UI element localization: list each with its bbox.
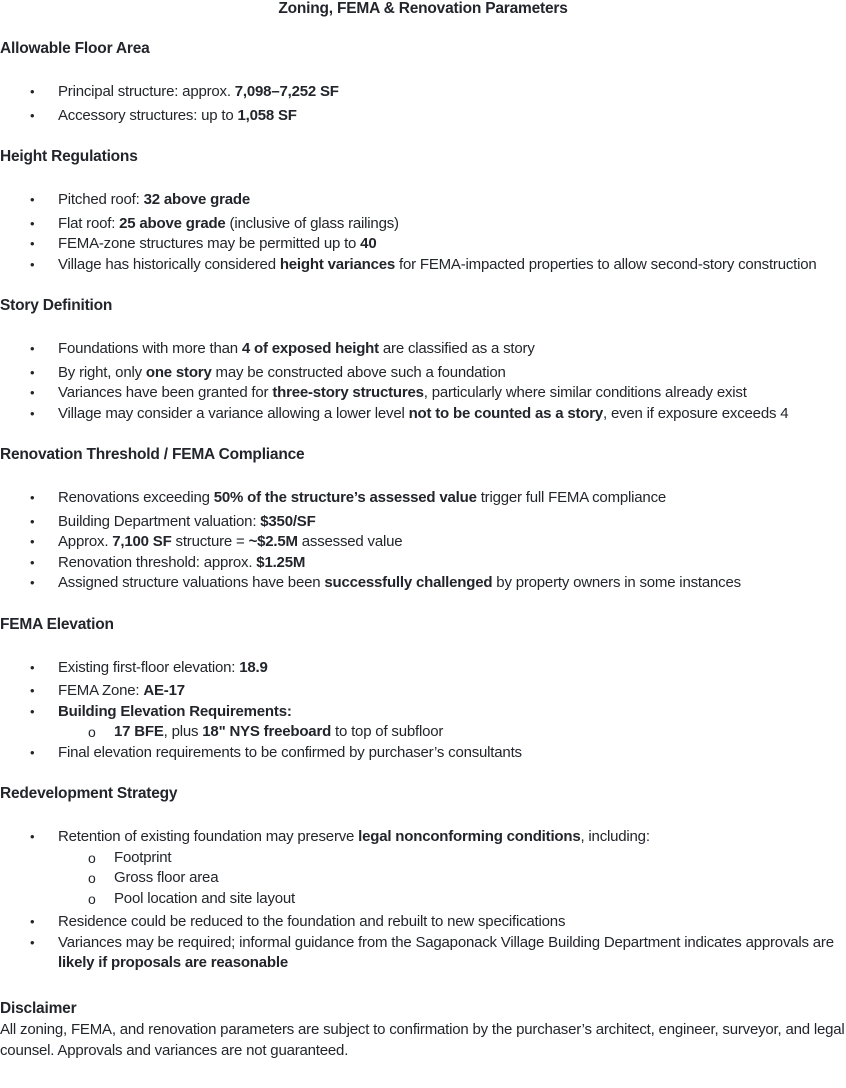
list-item [0, 532, 846, 553]
text-run: Footprint [114, 848, 172, 866]
text-run: Approx. [58, 533, 113, 550]
text-run: Variances have been granted for [58, 384, 273, 401]
bold-text-run: height variances [279, 255, 396, 273]
bullet-icon: • [30, 490, 35, 505]
sub-list-item-text [114, 869, 218, 886]
list-item [0, 553, 846, 574]
text-run: (inclusive of glass railings) [225, 214, 399, 232]
bold-text-run: $350/SF [260, 512, 316, 530]
document-section [0, 40, 846, 126]
list-item [0, 383, 846, 404]
list-item-text [58, 574, 741, 591]
list-item-text [58, 934, 834, 972]
bullet-list [0, 827, 846, 974]
text-run: to top of subfloor [331, 723, 444, 740]
bullet-list [0, 82, 846, 126]
disclaimer-text: All zoning, FEMA, and renovation parameters are subject to confirmation by the purchaser’s architect, engineer, surveyor, and legal counsel. Approvals and variances are not guaranteed. [0, 1020, 845, 1059]
circle-bullet-icon: o [88, 870, 96, 886]
sub-list-item [58, 848, 846, 869]
bullet-list [0, 339, 846, 424]
sub-bullet-list [58, 722, 846, 743]
list-item [0, 827, 846, 909]
text-run: structure = [171, 533, 249, 550]
list-item [0, 339, 846, 360]
sub-list-item [58, 868, 846, 889]
disclaimer-heading: Disclaimer [0, 999, 77, 1017]
bullet-icon: • [30, 829, 35, 844]
bullet-icon: • [30, 405, 35, 421]
document-sections [0, 40, 846, 974]
text-run: FEMA Zone: [58, 682, 144, 699]
bullet-icon: • [30, 107, 35, 123]
text-run: Assigned structure valuations have been [58, 574, 325, 591]
bold-text-run: successfully challenged [324, 574, 493, 591]
sub-list-item-text [114, 723, 443, 740]
bullet-icon: • [30, 575, 35, 590]
list-item [0, 106, 846, 127]
list-item-text [58, 235, 376, 252]
sub-list-item [58, 722, 846, 743]
circle-bullet-icon: o [88, 849, 96, 866]
text-run: by property owners in some instances [492, 574, 741, 591]
disclaimer-section [0, 1000, 846, 1061]
list-item-text [58, 913, 565, 930]
list-item-text [58, 659, 268, 676]
text-run: , including: [580, 828, 650, 845]
list-item [0, 214, 846, 235]
bullet-icon: • [30, 703, 35, 719]
bold-text-run: legal nonconforming conditions [358, 828, 581, 845]
document-section [0, 616, 846, 764]
text-run: Residence could be reduced to the foundation and rebuilt to new specifications [58, 913, 566, 930]
bullet-icon: • [30, 236, 35, 251]
text-run: Renovations exceeding [58, 489, 214, 506]
text-run: Accessory structures: up to [58, 106, 238, 124]
list-item-text [58, 191, 250, 208]
bullet-icon: • [30, 914, 35, 929]
list-item [0, 573, 846, 594]
section-heading: Allowable Floor Area [0, 40, 150, 57]
bold-text-run: 18.9 [239, 658, 268, 676]
bullet-icon: • [30, 934, 35, 950]
text-run: Variances may be required; informal guidance from the Sagaponack Village Building Department indicates approvals are [58, 933, 834, 951]
text-run: , particularly where similar conditions already exist [423, 384, 747, 401]
bold-text-run: 17 BFE [114, 723, 164, 740]
list-item [0, 363, 846, 384]
text-run: assessed value [297, 533, 403, 550]
bullet-icon: • [30, 659, 35, 675]
list-item-text [58, 533, 402, 550]
text-run: Flat roof: [58, 214, 120, 232]
section-heading: Renovation Threshold / FEMA Compliance [0, 446, 305, 463]
text-run: Renovation threshold: approx. [58, 553, 257, 571]
bullet-icon: • [30, 744, 35, 760]
bold-text-run: likely if proposals are reasonable [58, 954, 288, 971]
list-item-text [58, 384, 747, 401]
text-run: may be constructed above such a foundation [211, 363, 506, 381]
list-item-text [58, 340, 535, 357]
text-run: Foundations with more than [58, 340, 242, 357]
list-item [0, 82, 846, 103]
text-run: Retention of existing foundation may preserve [58, 828, 359, 845]
text-run: Pitched roof: [58, 191, 144, 208]
bullet-icon: • [30, 364, 35, 380]
bullet-icon: • [30, 554, 35, 570]
list-item [0, 933, 846, 974]
bold-text-run: ~$2.5M [248, 533, 298, 550]
list-item-text [58, 364, 506, 381]
list-item-text [58, 513, 316, 530]
text-run: Building Department valuation: [58, 512, 261, 530]
text-run: are classified as a story [378, 340, 535, 357]
section-heading: Story Definition [0, 297, 113, 314]
list-item [0, 488, 846, 509]
list-item-text [58, 744, 522, 761]
list-item-text [58, 256, 817, 273]
text-run: , plus [163, 723, 203, 740]
list-item [0, 658, 846, 679]
document-section [0, 446, 846, 594]
bullet-icon: • [30, 683, 35, 698]
bold-text-run: 18" NYS freeboard [202, 723, 332, 740]
list-item [0, 743, 846, 764]
list-item-text [58, 828, 650, 845]
list-item-text [58, 489, 666, 506]
bold-text-run: three-story structures [272, 384, 424, 401]
text-run: Existing first-floor elevation: [58, 658, 240, 676]
document-section [0, 785, 846, 974]
sub-list-item-text [114, 890, 295, 907]
list-item-text [58, 215, 399, 232]
document-section [0, 148, 846, 275]
list-item-text [58, 554, 305, 571]
list-item [0, 912, 846, 933]
text-run: Village has historically considered [58, 255, 280, 273]
list-item [0, 234, 846, 255]
bullet-icon: • [30, 341, 35, 356]
text-run: for FEMA-impacted properties to allow second-story construction [395, 255, 817, 273]
bold-text-run: 40 [360, 235, 377, 252]
text-run: Principal structure: approx. [58, 83, 235, 100]
text-run: , even if exposure exceeds 4 [603, 404, 789, 422]
bullet-list [0, 658, 846, 764]
list-item-text [58, 405, 788, 422]
bold-text-run: $1.25M [256, 553, 306, 571]
bold-text-run: 7,098–7,252 SF [234, 83, 339, 100]
text-run: Final elevation requirements to be confirmed by purchaser’s consultants [58, 743, 522, 761]
list-item [0, 681, 846, 702]
bullet-list [0, 190, 846, 275]
list-item [0, 702, 846, 743]
text-run: FEMA-zone structures may be permitted up to [58, 235, 361, 252]
text-run: Pool location and site layout [114, 889, 295, 907]
bold-text-run: 1,058 SF [237, 106, 297, 124]
circle-bullet-icon: o [88, 724, 96, 740]
bold-text-run: not to be counted as a story [408, 404, 604, 422]
bullet-icon: • [30, 256, 35, 272]
list-item-text [58, 107, 297, 124]
section-heading: FEMA Elevation [0, 615, 114, 633]
text-run: trigger full FEMA compliance [476, 489, 667, 506]
section-heading: Height Regulations [0, 148, 138, 165]
text-run: Village may consider a variance allowing a lower level [58, 404, 409, 422]
list-item [0, 190, 846, 211]
bold-text-run: 4 of exposed height [241, 340, 379, 357]
list-item [0, 404, 846, 425]
bold-text-run: one story [145, 363, 212, 381]
bold-text-run: Building Elevation Requirements: [58, 702, 292, 720]
bold-text-run: AE-17 [143, 682, 185, 699]
list-item-text [58, 682, 185, 699]
bold-text-run: 32 above grade [143, 191, 251, 208]
list-item [0, 512, 846, 533]
bullet-icon: • [30, 215, 35, 231]
bullet-list [0, 488, 846, 594]
bullet-icon: • [30, 84, 35, 99]
list-item-text [58, 703, 292, 720]
bullet-icon: • [30, 513, 35, 529]
list-item-text [58, 83, 339, 100]
text-run: By right, only [58, 363, 146, 381]
sub-list-item [58, 889, 846, 910]
bold-text-run: 50% of the structure’s assessed value [213, 489, 477, 506]
bullet-icon: • [30, 385, 35, 400]
document-title: Zoning, FEMA & Renovation Parameters [278, 0, 568, 17]
sub-list-item-text [114, 849, 171, 866]
bold-text-run: 25 above grade [119, 214, 226, 232]
sub-bullet-list [58, 848, 846, 910]
circle-bullet-icon: o [88, 890, 96, 907]
text-run: Gross floor area [114, 869, 219, 886]
document-section [0, 297, 846, 424]
bullet-icon: • [30, 192, 35, 207]
bold-text-run: 7,100 SF [112, 533, 172, 550]
list-item [0, 255, 846, 276]
bullet-icon: • [30, 534, 35, 549]
section-heading: Redevelopment Strategy [0, 785, 178, 802]
